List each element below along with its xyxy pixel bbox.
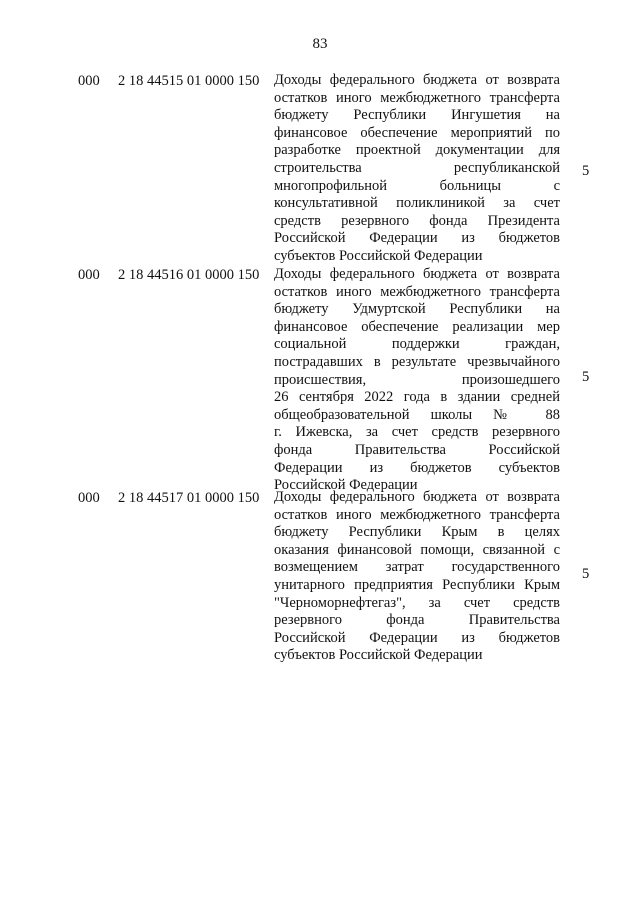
description-line: бюджету Удмуртской Республики на bbox=[274, 301, 560, 318]
income-description bbox=[274, 489, 560, 665]
description-line: Российской Федерации из бюджетов bbox=[274, 629, 560, 646]
amount-value: 5 bbox=[582, 566, 590, 582]
income-description bbox=[274, 266, 560, 495]
classification-code: 2 18 44516 01 0000 150 bbox=[118, 267, 260, 283]
description-line: Федерации из бюджетов субъектов bbox=[274, 459, 560, 476]
description-line: субъектов Российской Федерации bbox=[274, 647, 483, 664]
description-line: социальной поддержки граждан, bbox=[274, 336, 560, 353]
description-line: строительства республиканской bbox=[274, 159, 560, 176]
description-line: общеобразовательной школы № 88 bbox=[274, 406, 560, 423]
description-line: 26 сентября 2022 года в здании средней bbox=[274, 389, 560, 406]
description-line: бюджету Республики Ингушетия на bbox=[274, 107, 560, 124]
description-line: остатков иного межбюджетного трансферта bbox=[274, 283, 560, 300]
amount-value: 5 bbox=[582, 369, 590, 385]
description-line: Доходы федерального бюджета от возврата bbox=[274, 489, 560, 505]
description-line: возмещением затрат государственного bbox=[274, 559, 560, 576]
description-line: происшествия, произошедшего bbox=[274, 371, 560, 388]
amount-value: 5 bbox=[582, 163, 590, 179]
description-line: субъектов Российской Федерации bbox=[274, 247, 483, 264]
income-description bbox=[274, 72, 560, 266]
description-line: многопрофильной больницы с bbox=[274, 177, 560, 194]
description-line: средств резервного фонда Президента bbox=[274, 212, 560, 229]
description-line: г. Ижевска, за счет средств резервного bbox=[274, 424, 560, 441]
description-line: Российской Федерации из бюджетов bbox=[274, 230, 560, 247]
classification-code: 2 18 44515 01 0000 150 bbox=[118, 73, 260, 89]
description-line: пострадавших в результате чрезвычайного bbox=[274, 353, 560, 370]
classification-code: 2 18 44517 01 0000 150 bbox=[118, 490, 260, 506]
description-line: "Черноморнефтегаз", за счет средств bbox=[274, 594, 560, 611]
description-line: фонда Правительства Российской bbox=[274, 441, 560, 458]
description-line: разработке проектной документации для bbox=[274, 142, 560, 159]
admin-code: 000 bbox=[78, 73, 100, 89]
description-line: оказания финансовой помощи, связанной с bbox=[274, 541, 560, 558]
description-line: резервного фонда Правительства bbox=[274, 612, 560, 629]
admin-code: 000 bbox=[78, 490, 100, 506]
description-line: бюджету Республики Крым в целях bbox=[274, 524, 560, 541]
description-line: финансовое обеспечение реализации мер bbox=[274, 318, 560, 335]
description-line: остатков иного межбюджетного трансферта bbox=[274, 89, 560, 106]
description-line: Российской Федерации bbox=[274, 477, 418, 494]
description-line: остатков иного межбюджетного трансферта bbox=[274, 506, 560, 523]
description-line: Доходы федерального бюджета от возврата bbox=[274, 266, 560, 282]
page-number: 83 bbox=[312, 36, 328, 52]
description-line: консультативной поликлиникой за счет bbox=[274, 195, 560, 212]
description-line: унитарного предприятия Республики Крым bbox=[274, 576, 560, 593]
admin-code: 000 bbox=[78, 267, 100, 283]
description-line: финансовое обеспечение мероприятий по bbox=[274, 124, 560, 141]
description-line: Доходы федерального бюджета от возврата bbox=[274, 72, 560, 88]
